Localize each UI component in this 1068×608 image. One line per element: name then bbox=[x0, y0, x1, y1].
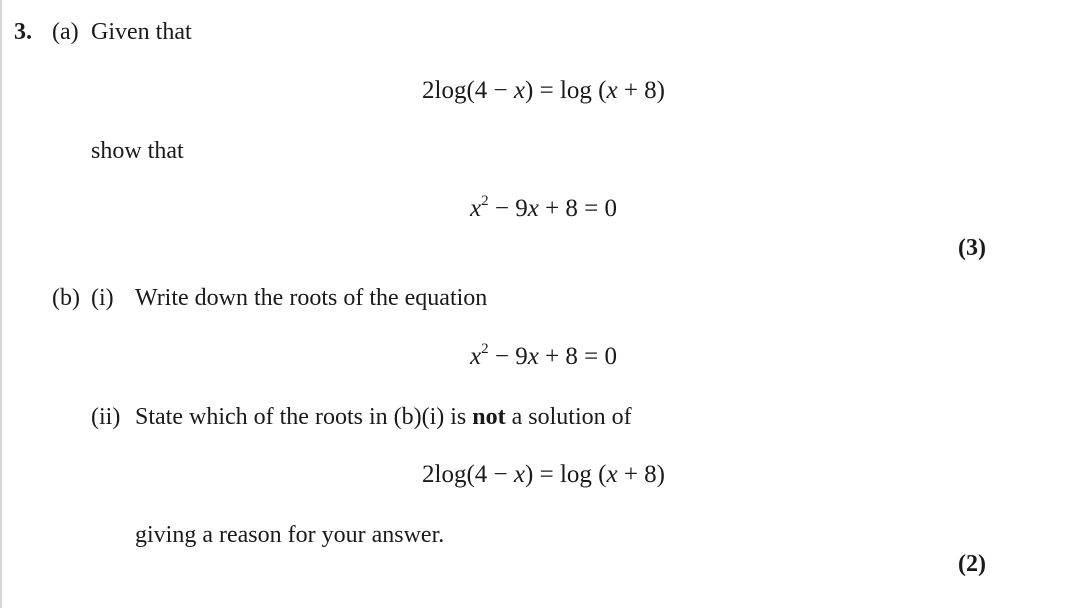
part-b-ii-text: State which of the roots in (b)(i) is not a solution of bbox=[135, 404, 632, 430]
question-number: 3. bbox=[14, 19, 32, 45]
part-a-marks: (3) bbox=[958, 235, 986, 261]
page-left-border bbox=[0, 0, 2, 608]
part-b-ii-label: (ii) bbox=[91, 404, 121, 430]
part-b-ii-closing: giving a reason for your answer. bbox=[135, 522, 445, 548]
part-a-show-text: show that bbox=[91, 138, 184, 164]
part-a-label: (a) bbox=[52, 19, 79, 45]
equation-quadratic-show: $x^2 - 9x + 8 = 0$ bbox=[470, 193, 618, 222]
equation-log-solution: 2log(4 − x) = log (x + 8) bbox=[422, 461, 666, 488]
part-b-label: (b) bbox=[52, 285, 80, 311]
equation-log-given: 2log(4 − x) = log (x + 8) bbox=[422, 77, 666, 104]
part-b-marks: (2) bbox=[958, 551, 986, 577]
equation-quadratic-roots: $x^2 - 9x + 8 = 0$ bbox=[470, 341, 618, 370]
part-b-i-label: (i) bbox=[91, 285, 114, 311]
emphasis-not: not bbox=[472, 404, 506, 430]
part-a-intro: Given that bbox=[91, 19, 192, 45]
part-b-i-text: Write down the roots of the equation bbox=[135, 285, 488, 311]
